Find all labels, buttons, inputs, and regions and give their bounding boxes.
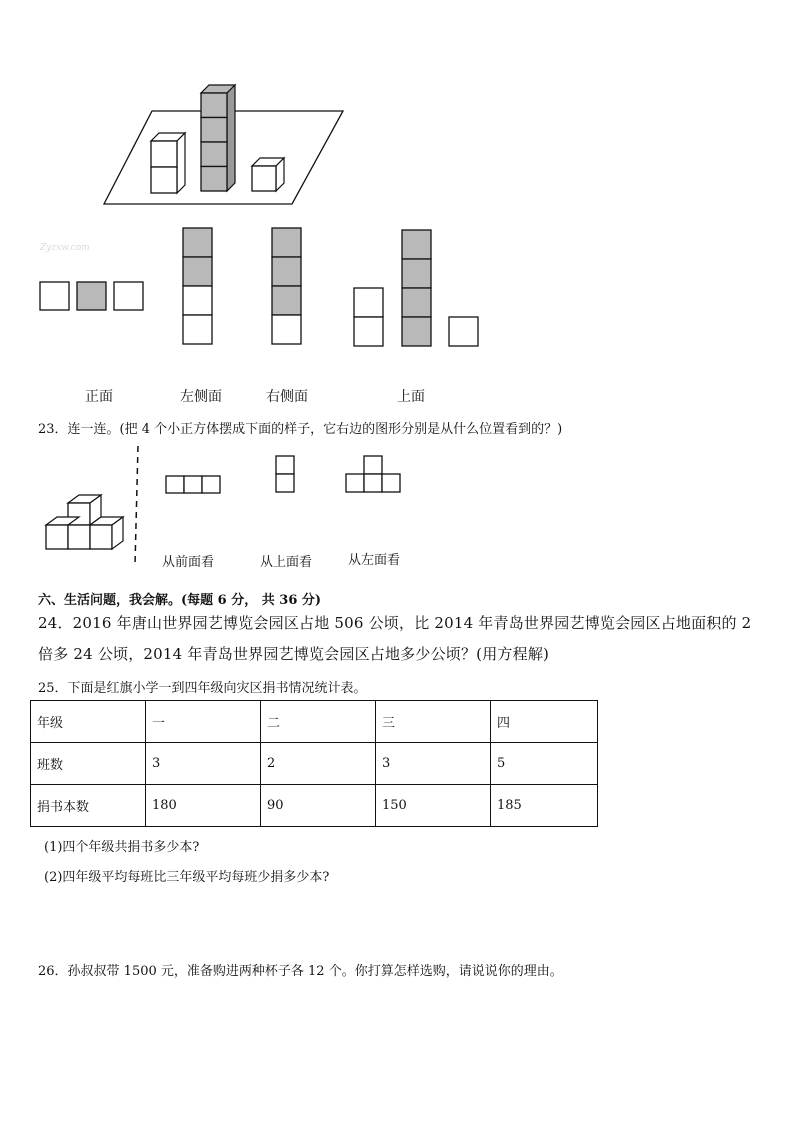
label-front: 正面 — [85, 389, 113, 405]
table-row — [31, 785, 598, 827]
table-row — [31, 743, 598, 785]
table-cell: 90 — [261, 785, 376, 827]
label-top: 上面 — [397, 389, 425, 405]
q24-line2: 倍多 24 公顷，2014 年青岛世界园艺博览会园区占地多少公顷？(用方程解) — [38, 645, 550, 663]
section6-title: 六、生活问题，我会解。(每题 6 分， 共 36 分) — [38, 593, 322, 608]
label-left-side: 左侧面 — [180, 389, 222, 405]
table-cell: 四 — [491, 701, 598, 743]
table-header-row — [31, 701, 598, 743]
q25-sub2: (2)四年级平均每班比三年级平均每班少捐多少本? — [44, 870, 330, 885]
table-cell: 年级 — [31, 701, 146, 743]
q26-text: 26．孙叔叔带 1500 元，准备购进两种杯子各 12 个。你打算怎样选购，请说说你的理由。 — [38, 964, 563, 979]
table-cell: 3 — [146, 743, 261, 785]
table-cell: 三 — [376, 701, 491, 743]
q25-sub1: (1)四个年级共捐书多少本? — [44, 840, 200, 855]
q23-option-top[interactable]: 从上面看 — [260, 555, 313, 570]
table-cell: 二 — [261, 701, 376, 743]
table-cell: 180 — [146, 785, 261, 827]
q24-line1: 24．2016 年唐山世界园艺博览会园区占地 506 公顷，比 2014 年青岛世界园艺博览会园区占地面积的 2 — [38, 614, 752, 632]
q25-intro: 25．下面是红旗小学一到四年级向灾区捐书情况统计表。 — [38, 681, 367, 696]
table-cell: 一 — [146, 701, 261, 743]
table-cell: 150 — [376, 785, 491, 827]
watermark: Zyzxw.com — [40, 243, 90, 253]
q23-option-front[interactable]: 从前面看 — [162, 555, 215, 570]
q23-text: 23．连一连。(把 4 个小正方体摆成下面的样子，它右边的图形分别是从什么位置看到的？) — [38, 422, 563, 437]
table-cell: 3 — [376, 743, 491, 785]
table-cell: 2 — [261, 743, 376, 785]
table-cell: 班数 — [31, 743, 146, 785]
label-right-side: 右侧面 — [266, 389, 308, 405]
table-cell: 185 — [491, 785, 598, 827]
donation-stats-table — [30, 700, 598, 827]
table-cell: 捐书本数 — [31, 785, 146, 827]
table-cell: 5 — [491, 743, 598, 785]
q23-option-left[interactable]: 从左面看 — [348, 553, 401, 568]
